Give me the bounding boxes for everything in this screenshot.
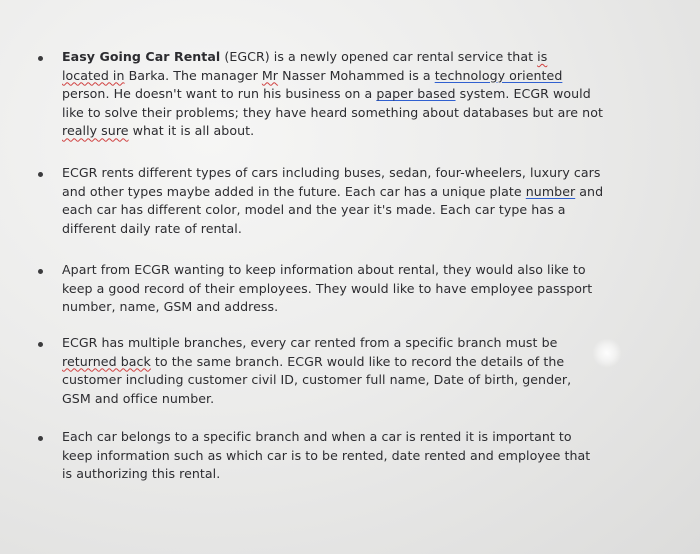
text-segment: customer including customer civil ID, customer full name, Date of birth, gender,	[62, 372, 572, 388]
text-line	[62, 164, 622, 183]
underlined-text: really sure	[62, 123, 129, 139]
text-line	[62, 465, 622, 484]
underlined-text: number	[525, 183, 576, 199]
text-line	[62, 390, 622, 409]
text-segment: ECGR rents different types of cars including buses, sedan, four-wheelers, luxury cars	[62, 165, 601, 180]
text-segment: system. ECGR would	[455, 86, 591, 102]
text-segment: Apart from ECGR wanting to keep information about rental, they would also like to	[62, 262, 586, 277]
text-line	[62, 353, 622, 372]
text-line	[62, 85, 622, 104]
text-segment: number, name, GSM and address.	[62, 299, 279, 315]
text-segment: Nasser Mohammed is a	[278, 67, 435, 83]
text-segment: what it is all about.	[128, 123, 255, 139]
text-segment: like to solve their problems; they have heard something about databases but are not	[62, 104, 603, 120]
underlined-text: Mr	[261, 67, 279, 83]
bullet-text	[62, 164, 622, 238]
text-line	[62, 298, 622, 317]
text-line	[62, 371, 622, 390]
text-segment: to the same branch. ECGR would like to record the details of the	[150, 353, 565, 369]
text-segment: and other types maybe added in the future. Each car has a unique plate	[62, 183, 526, 199]
text-line	[62, 183, 622, 202]
text-line	[62, 67, 622, 86]
text-line	[62, 261, 622, 280]
underlined-text: returned back	[62, 353, 151, 369]
bullet-marker	[38, 56, 43, 61]
text-line	[62, 428, 622, 447]
text-line	[62, 122, 622, 141]
text-segment: keep a good record of their employees. They would like to have employee passport	[62, 280, 593, 296]
text-segment: and	[575, 183, 604, 199]
text-line	[62, 447, 622, 466]
text-line	[62, 201, 622, 220]
underlined-text: paper based	[376, 86, 456, 102]
bullet-marker	[38, 172, 43, 177]
bullet-marker	[38, 269, 43, 274]
text-segment: (EGCR) is a newly opened car rental service that	[220, 49, 538, 64]
underlined-text: located in	[62, 67, 125, 83]
bold-text: Easy Going Car Rental	[62, 49, 221, 64]
underlined-text: technology oriented	[434, 67, 563, 83]
text-segment: Barka. The manager	[124, 67, 262, 83]
text-segment: GSM and office number.	[62, 390, 215, 406]
bullet-text	[62, 334, 622, 408]
bullet-marker	[38, 436, 43, 441]
underlined-text: is	[537, 49, 548, 64]
text-segment: different daily rate of rental.	[62, 220, 242, 236]
text-segment: Each car belongs to a specific branch and when a car is rented it is important to	[62, 429, 572, 444]
text-segment: keep information such as which car is to be rented, date rented and employee that	[62, 447, 591, 463]
text-line	[62, 220, 622, 239]
bullet-text	[62, 48, 622, 141]
text-segment: ECGR has multiple branches, every car rented from a specific branch must be	[62, 335, 558, 350]
bullet-marker	[38, 342, 43, 347]
text-line	[62, 280, 622, 299]
bullet-text	[62, 261, 622, 317]
text-segment: each car has different color, model and the year it's made. Each car type has a	[62, 202, 566, 218]
text-line	[62, 48, 622, 67]
text-segment: is authorizing this rental.	[62, 466, 221, 482]
text-line	[62, 334, 622, 353]
bullet-text	[62, 428, 622, 484]
text-line	[62, 104, 622, 123]
text-segment: person. He doesn't want to run his business on a	[62, 86, 377, 102]
